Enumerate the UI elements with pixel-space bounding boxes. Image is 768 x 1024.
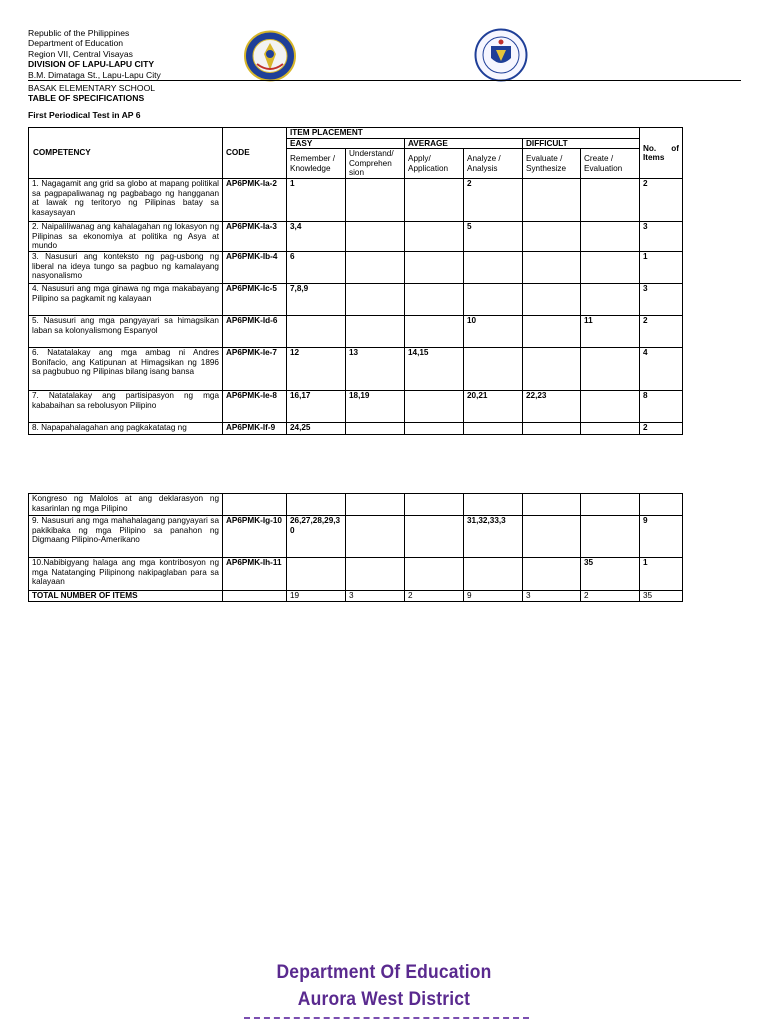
total-items-cell: 3 bbox=[640, 222, 683, 252]
total-items-cell: 8 bbox=[640, 390, 683, 422]
total-analyze: 9 bbox=[464, 591, 523, 602]
division-seal-icon bbox=[243, 30, 297, 82]
evaluate-cell bbox=[523, 347, 581, 390]
competency-header: COMPETENCY bbox=[29, 128, 223, 179]
remember-cell: 1 bbox=[287, 179, 346, 222]
evaluate-cell bbox=[523, 179, 581, 222]
total-apply: 2 bbox=[405, 591, 464, 602]
apply-cell bbox=[405, 494, 464, 516]
apply-cell bbox=[405, 516, 464, 558]
competency-cell: 7. Natatalakay ang partisipasyon ng mga kababaihan sa rebolusyon Pilipino bbox=[29, 390, 223, 422]
remember-cell: 7,8,9 bbox=[287, 283, 346, 315]
analyze-header: Analyze / Analysis bbox=[464, 149, 523, 179]
specifications-table bbox=[28, 127, 683, 435]
evaluate-cell bbox=[523, 315, 581, 347]
table-row bbox=[29, 347, 683, 390]
create-cell bbox=[581, 390, 640, 422]
table-row bbox=[29, 315, 683, 347]
apply-cell bbox=[405, 422, 464, 434]
remember-cell bbox=[287, 315, 346, 347]
analyze-cell: 10 bbox=[464, 315, 523, 347]
total-items-cell: 3 bbox=[640, 283, 683, 315]
analyze-cell: 31,32,33,3 bbox=[464, 516, 523, 558]
competency-cell: 8. Napapahalagahan ang pagkakatatag ng bbox=[29, 422, 223, 434]
evaluate-cell bbox=[523, 283, 581, 315]
table-row bbox=[29, 222, 683, 252]
apply-cell bbox=[405, 390, 464, 422]
apply-header: Apply/ Application bbox=[405, 149, 464, 179]
analyze-cell bbox=[464, 347, 523, 390]
understand-cell bbox=[346, 315, 405, 347]
remember-cell: 24,25 bbox=[287, 422, 346, 434]
analyze-cell bbox=[464, 283, 523, 315]
evaluate-cell bbox=[523, 494, 581, 516]
apply-cell bbox=[405, 283, 464, 315]
remember-cell: 6 bbox=[287, 251, 346, 283]
total-items-cell: 1 bbox=[640, 558, 683, 591]
table-row bbox=[29, 251, 683, 283]
code-cell: AP6PMK-Ic-5 bbox=[223, 283, 287, 315]
create-cell bbox=[581, 494, 640, 516]
analyze-cell: 20,21 bbox=[464, 390, 523, 422]
remember-cell: 26,27,28,29,30 bbox=[287, 516, 346, 558]
competency-cell: 3. Nasusuri ang konteksto ng pag-usbong ng liberal na ideya tungo sa pagbuo ng kamalayang nasyonalismo bbox=[29, 251, 223, 283]
create-cell bbox=[581, 222, 640, 252]
create-cell bbox=[581, 179, 640, 222]
code-cell: AP6PMK-Ih-11 bbox=[223, 558, 287, 591]
create-header: Create / Evaluation bbox=[581, 149, 640, 179]
total-items-cell bbox=[640, 494, 683, 516]
analyze-cell: 2 bbox=[464, 179, 523, 222]
table-row bbox=[29, 516, 683, 558]
footer-department: Department Of Education bbox=[276, 962, 492, 983]
competency-cell: 4. Nasusuri ang mga ginawa ng mga makabayang Pilipino sa pagkamit ng kalayaan bbox=[29, 283, 223, 315]
code-cell: AP6PMK-Ia-2 bbox=[223, 179, 287, 222]
footer-dashed-line bbox=[244, 1017, 529, 1019]
understand-cell: 13 bbox=[346, 347, 405, 390]
no-of-items-header: No. of Items bbox=[640, 128, 683, 179]
evaluate-header: Evaluate / Synthesize bbox=[523, 149, 581, 179]
analyze-cell bbox=[464, 422, 523, 434]
code-cell bbox=[223, 494, 287, 516]
remember-cell: 3,4 bbox=[287, 222, 346, 252]
competency-cell: 5. Nasusuri ang mga pangyayari sa himagsikan laban sa kolonyalismong Espanyol bbox=[29, 315, 223, 347]
understand-cell bbox=[346, 251, 405, 283]
total-evaluate: 3 bbox=[523, 591, 581, 602]
total-remember: 19 bbox=[287, 591, 346, 602]
table-row bbox=[29, 390, 683, 422]
apply-cell: 14,15 bbox=[405, 347, 464, 390]
create-cell bbox=[581, 422, 640, 434]
code-cell: AP6PMK-Ie-8 bbox=[223, 390, 287, 422]
understand-cell: 18,19 bbox=[346, 390, 405, 422]
header-line-3: Region VII, Central Visayas bbox=[28, 48, 133, 59]
table-row bbox=[29, 558, 683, 591]
average-header: AVERAGE bbox=[405, 138, 523, 149]
code-cell: AP6PMK-If-9 bbox=[223, 422, 287, 434]
header-line-1: Republic of the Philippines bbox=[28, 28, 130, 38]
header-line-2: Department of Education bbox=[28, 38, 124, 49]
header-divider bbox=[28, 80, 741, 81]
header-school: BASAK ELEMENTARY SCHOOL bbox=[28, 83, 156, 94]
code-cell: AP6PMK-Ib-4 bbox=[223, 251, 287, 283]
remember-cell: 16,17 bbox=[287, 390, 346, 422]
create-cell bbox=[581, 347, 640, 390]
totals-row bbox=[29, 591, 683, 602]
competency-cell: 6. Natatalakay ang mga ambag ni Andres Bonifacio, ang Katipunan at Himagsikan ng 1896 sa pagbubuo ng Pilipinas bilang isang bansa bbox=[29, 347, 223, 390]
apply-cell bbox=[405, 558, 464, 591]
code-cell: AP6PMK-Id-6 bbox=[223, 315, 287, 347]
apply-cell bbox=[405, 315, 464, 347]
understand-cell bbox=[346, 422, 405, 434]
analyze-cell: 5 bbox=[464, 222, 523, 252]
total-items-cell: 2 bbox=[640, 179, 683, 222]
test-subtitle: First Periodical Test in AP 6 bbox=[28, 110, 141, 120]
evaluate-cell bbox=[523, 422, 581, 434]
evaluate-cell bbox=[523, 222, 581, 252]
understand-header: Understand/ Comprehen sion bbox=[346, 149, 405, 179]
competency-cell: 1. Nagagamit ang grid sa globo at mapang politikal sa pagpapaliwanag ng pagbabago ng hangganan at lawak ng teritoryo ng Pilipinas batay sa kasaysayan bbox=[29, 179, 223, 222]
table-row bbox=[29, 422, 683, 434]
header-division: DIVISION OF LAPU-LAPU CITY bbox=[28, 59, 155, 70]
understand-cell bbox=[346, 558, 405, 591]
remember-cell bbox=[287, 558, 346, 591]
evaluate-cell: 22,23 bbox=[523, 390, 581, 422]
create-cell bbox=[581, 516, 640, 558]
total-understand: 3 bbox=[346, 591, 405, 602]
create-cell: 11 bbox=[581, 315, 640, 347]
totals-code bbox=[223, 591, 287, 602]
difficult-header: DIFFICULT bbox=[523, 138, 640, 149]
evaluate-cell bbox=[523, 558, 581, 591]
understand-cell bbox=[346, 494, 405, 516]
code-cell: AP6PMK-Ia-3 bbox=[223, 222, 287, 252]
understand-cell bbox=[346, 179, 405, 222]
create-cell: 35 bbox=[581, 558, 640, 591]
create-cell bbox=[581, 251, 640, 283]
total-items-cell: 4 bbox=[640, 347, 683, 390]
analyze-cell bbox=[464, 251, 523, 283]
deped-seal-icon bbox=[474, 28, 528, 82]
competency-cell: 9. Nasusuri ang mga mahahalagang pangyayari sa pakikibaka ng mga Pilipino sa panahon ng Digmaang Pilipino-Amerikano bbox=[29, 516, 223, 558]
table-row bbox=[29, 494, 683, 516]
apply-cell bbox=[405, 222, 464, 252]
item-placement-header: ITEM PLACEMENT bbox=[287, 128, 640, 139]
remember-header: Remember / Knowledge bbox=[287, 149, 346, 179]
totals-label: TOTAL NUMBER OF ITEMS bbox=[29, 591, 223, 602]
competency-cell: 2. Naipaliliwanag ang kahalagahan ng lokasyon ng Pilipinas sa ekonomiya at politika ng Asya at mundo bbox=[29, 222, 223, 252]
understand-cell bbox=[346, 283, 405, 315]
create-cell bbox=[581, 283, 640, 315]
apply-cell bbox=[405, 179, 464, 222]
analyze-cell bbox=[464, 494, 523, 516]
remember-cell bbox=[287, 494, 346, 516]
competency-cell: 10.Nabibigyang halaga ang mga kontribosyon ng mga Natatanging Pilipinong nakipaglaban para sa kalayaan bbox=[29, 558, 223, 591]
understand-cell bbox=[346, 516, 405, 558]
table-row bbox=[29, 179, 683, 222]
easy-header: EASY bbox=[287, 138, 405, 149]
table-row bbox=[29, 283, 683, 315]
code-cell: AP6PMK-Ig-10 bbox=[223, 516, 287, 558]
code-cell: AP6PMK-Ie-7 bbox=[223, 347, 287, 390]
total-items: 35 bbox=[640, 591, 683, 602]
competency-cell: Kongreso ng Malolos at ang deklarasyon ng kasarinlan ng mga Pilipino bbox=[29, 494, 223, 516]
code-header: CODE bbox=[223, 128, 287, 179]
analyze-cell bbox=[464, 558, 523, 591]
evaluate-cell bbox=[523, 251, 581, 283]
specifications-table-continued bbox=[28, 493, 683, 602]
total-items-cell: 9 bbox=[640, 516, 683, 558]
evaluate-cell bbox=[523, 516, 581, 558]
apply-cell bbox=[405, 251, 464, 283]
remember-cell: 12 bbox=[287, 347, 346, 390]
total-items-cell: 1 bbox=[640, 251, 683, 283]
total-create: 2 bbox=[581, 591, 640, 602]
footer-district: Aurora West District bbox=[297, 989, 471, 1010]
total-items-cell: 2 bbox=[640, 422, 683, 434]
document-title: TABLE OF SPECIFICATIONS bbox=[28, 93, 145, 104]
letterhead bbox=[28, 28, 161, 104]
understand-cell bbox=[346, 222, 405, 252]
header-address: B.M. Dimataga St., Lapu-Lapu City bbox=[28, 69, 161, 80]
total-items-cell: 2 bbox=[640, 315, 683, 347]
